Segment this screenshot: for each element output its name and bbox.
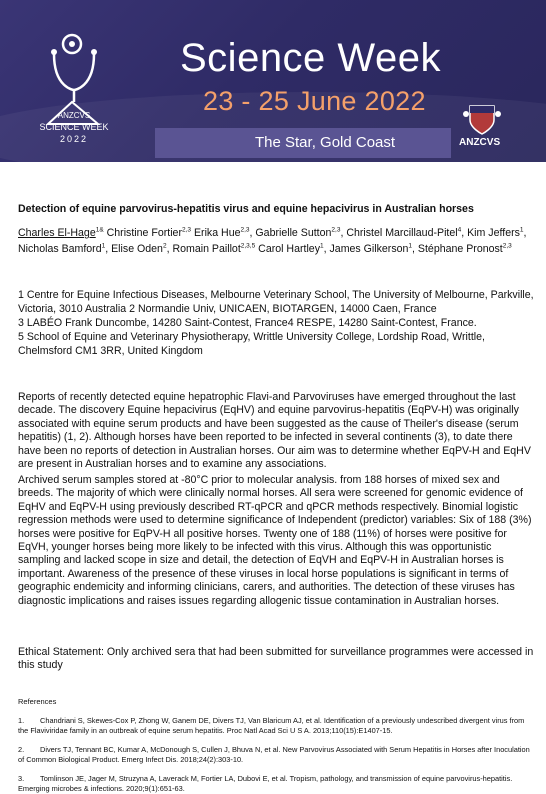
reference-item: [18, 774, 530, 794]
author-name: , Kim Jeffers: [461, 227, 520, 239]
affiliation-2: 3 LABÉO Frank Duncombe, 14280 Saint-Contest, France4 RESPE, 14280 Saint-Contest, France.: [18, 317, 477, 329]
reference-number: 1.: [18, 716, 25, 725]
svg-text:ANZCVS: ANZCVS: [57, 111, 91, 120]
paper-title: Detection of equine parvovirus-hepatitis virus and equine hepacivirus in Australian horses: [18, 203, 474, 215]
svg-text:2022: 2022: [59, 134, 89, 144]
author-name: , Gabrielle Sutton: [249, 227, 332, 239]
org-name: ANZCVS: [459, 137, 501, 148]
reference-text: Divers TJ, Tennant BC, Kumar A, McDonough S, Cullen J, Bhuva N, et al. New Parvovirus Associated with Serum Hepatitis in Horses after Inoculation of Common Biological Product. Emerg Infect Dis. 2018;24(2):303-10.: [18, 745, 530, 764]
author-name: , Elise Oden: [105, 243, 163, 255]
author-affiliation-marker: 2,3: [502, 242, 512, 250]
author-affiliation-marker: 2,3,5: [240, 242, 256, 250]
reference-number: 3.: [18, 774, 25, 783]
svg-text:SCIENCE WEEK: SCIENCE WEEK: [39, 122, 109, 132]
author-affiliation-marker: 1: [320, 242, 324, 250]
header-banner: [0, 0, 546, 162]
banner-location: The Star, Gold Coast: [255, 134, 396, 151]
author-name: , Romain Paillot: [166, 243, 241, 255]
abstract-paragraph-methods: Archived serum samples stored at -80°C prior to molecular analysis. from 188 horses of mixed sex and breeds. The majority of which were clinically normal horses. All sera were screened for genomic evidence of EqHV and EqPV-H using previously described RT-qPCR and qPCR methods respectively. Binomial logistic regression methods were used to determine significance of Independent (predictor) variables: Six of 188 (3%) horses were positive for EqPV-H all positive horses. Twenty one of 188 (11%) of horses were positive for EqVH, younger horses being more likely to be infected with this virus. Although this was opportunistic sampling and lacked scope in size and detail, the detection of EqVH and EqPV-H in Australian horses is important. Awareness of the presence of these viruses in local horse populations is significant in terms of geographic endemicity and informing clinicians, carers, and authorities. The detection of these viruses has diagnostic implications and raises issues regarding allogenic tissue contamination in Australian horses.: [18, 474, 532, 607]
banner-title: Science Week: [180, 36, 441, 80]
author-name: Erika Hue: [191, 227, 241, 239]
science-week-logo: [14, 28, 134, 154]
banner-dates: 23 - 25 June 2022: [203, 86, 426, 116]
affiliation-1: 1 Centre for Equine Infectious Diseases, Melbourne Veterinary School, The University of Melbourne, Parkville, Victoria, 3010 Australia 2 Normandie Univ, UNICAEN, BIOTARGEN, 14000 Caen, France: [18, 289, 534, 315]
author-name: , Nicholas Bamford: [18, 227, 527, 255]
references-heading: References: [18, 697, 57, 706]
author-affiliation-marker: 1&: [95, 226, 104, 234]
author-name: , Stéphane Pronost: [412, 243, 503, 255]
author-name: , Christel Marcillaud-Pitel: [340, 227, 458, 239]
author-list: [18, 225, 534, 257]
author-affiliation-marker: 2: [162, 242, 167, 250]
author-affiliation-marker: 4: [457, 226, 462, 234]
reference-text: Tomlinson JE, Jager M, Struzyna A, Laverack M, Fortier LA, Dubovi E, et al. Tropism, pathology, and transmission of equine parvovirus-hepatitis. Emerging microbes & infections. 2020;9(1):651-63.: [18, 774, 513, 793]
author-affiliation-marker: 2,3: [181, 226, 192, 234]
affiliation-3: 5 School of Equine and Veterinary Physiotherapy, Writtle University College, Lordship Road, Writtle, Chelmsford CM1 3RR, United Kingdom: [18, 331, 485, 357]
author-affiliation-marker: 1: [101, 242, 106, 250]
anzcvs-crest-icon: [462, 100, 502, 136]
author-name: Carol Hartley: [255, 243, 320, 255]
ethics-statement: Ethical Statement: Only archived sera that had been submitted for surveillance programmes were accessed in this study: [18, 646, 534, 672]
affiliations: [18, 288, 534, 358]
abstract-paragraph-intro: Reports of recently detected equine hepatrophic Flavi-and Parvoviruses have emerged throughout the last decade. The discovery Equine hepacivirus (EqHV) and equine parvovirus-hepatitis (EqPV-H) was originally associated with equine serum products and have been suggested as the cause of Theiler's disease (serum hepatitis) (1, 2). Although horses have been reported to be infected in several continents (3), to date there have been no reports of detection in Australian horses. Our aim was to determine whether EqPV-H and EqHV are present in Australian horses and to examine any associations.: [18, 391, 531, 471]
author-name: , James Gilkerson: [323, 243, 409, 255]
reference-item: [18, 745, 530, 765]
author-name: Christine Fortier: [103, 227, 182, 239]
reference-number: 2.: [18, 745, 25, 754]
author-affiliation-marker: 1: [519, 226, 524, 234]
author-affiliation-marker: 1: [408, 242, 413, 250]
reference-item: [18, 716, 530, 736]
reference-text: Chandriani S, Skewes-Cox P, Zhong W, Ganem DE, Divers TJ, Van Blaricum AJ, et al. Identification of a previously undescribed divergent virus from the Flaviviridae family in an outbreak of equine serum hepatitis. Proc Natl Acad Sci U S A. 2013;110(15):E1407-15.: [18, 716, 525, 735]
author-name: Charles El-Hage: [18, 227, 96, 239]
author-affiliation-marker: 2,3: [240, 226, 250, 234]
author-affiliation-marker: 2,3: [331, 226, 341, 234]
